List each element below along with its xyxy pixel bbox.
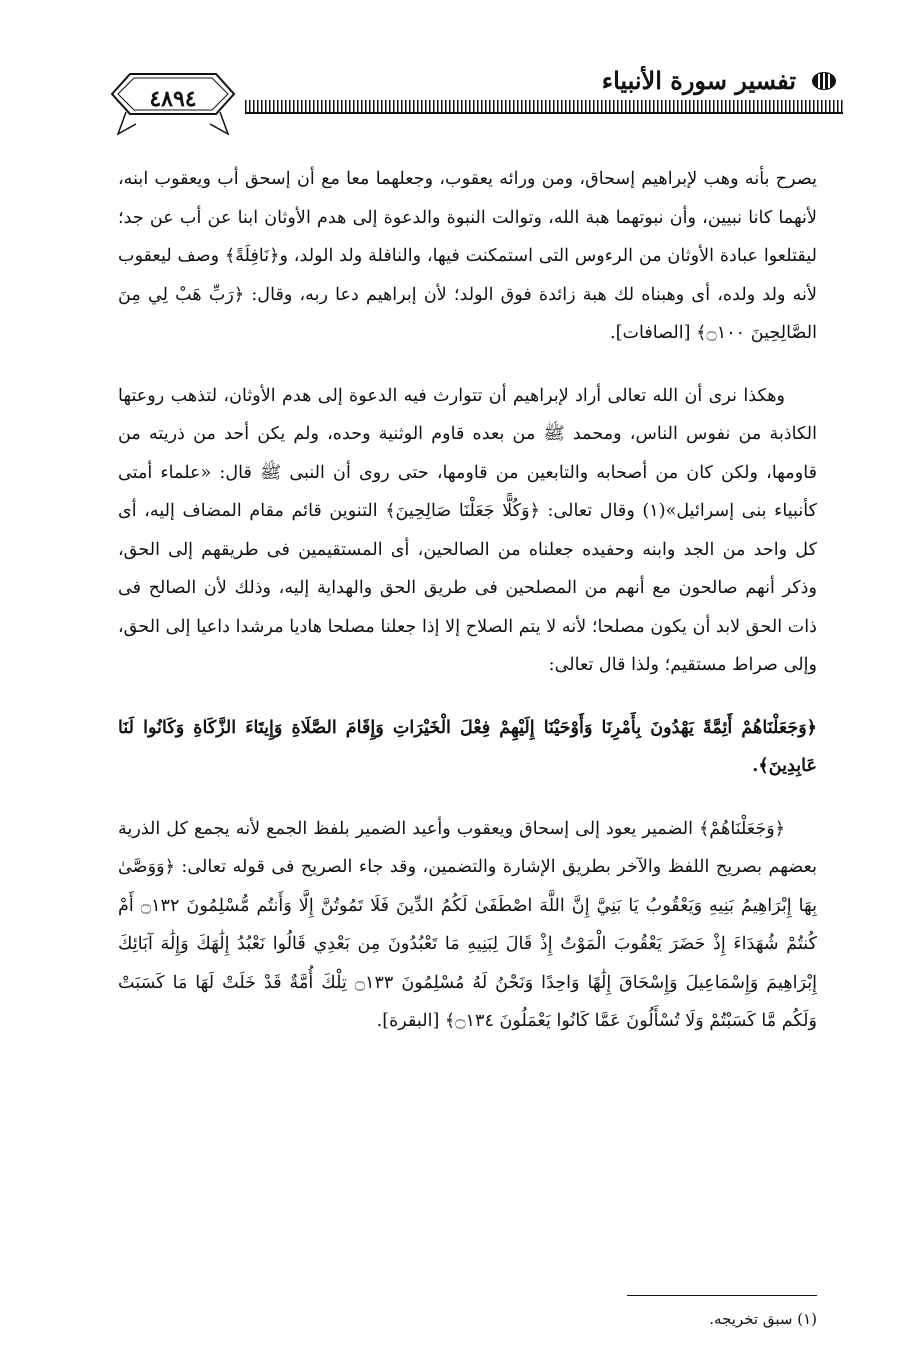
- quran-verse-block: ﴿وَجَعَلْنَاهُمْ أَئِمَّةً يَهْدُونَ بِأَمْرِنَا وَأَوْحَيْنَا إِلَيْهِمْ فِعْلَ الْخَيْرَاتِ وَإِقَامَ الصَّلَاةِ وَإِيتَاءَ الزَّكَاةِ وَكَانُوا لَنَا عَابِدِينَ﴾.: [118, 716, 817, 776]
- header-ornament-icon: [809, 70, 839, 92]
- running-header-title: تفسير سورة الأنبياء: [601, 66, 796, 95]
- paragraph-2: وهكذا نرى أن الله تعالى أراد لإبراهيم أن تتوارث فيه الدعوة إلى هدم الأوثان، لتذهب روعتها الكاذبة من نفوس الناس، ومحمد ﷺ من بعده قاوم الوثنية وحده، ولم يكن أحد من ذريته من قاومها، ولكن كان من أصحابه والتابعين من قاومها، حتى روى أن النبى ﷺ قال: «علماء أمتى كأنبياء بنى إسرائيل»(١) وقال تعالى: ﴿وَكُلًّا جَعَلْنَا صَالِحِينَ﴾ التنوين قائم مقام المضاف إليه، أى كل واحد من الجد وابنه وحفيده جعلناه من الصالحين، أى المستقيمين فى طريقهم إلى الحق، وذكر أنهم صالحون مع أنهم من المصلحين فى طريق الحق والهداية إليه، وذلك لأن الصالح فى ذات الحق لابد أن يكون مصلحا؛ لأنه لا يتم الصلاح إلا إذا جعلنا مصلحا هاديا مرشدا داعيا إلى الحق، وإلى صراط مستقيم؛ ولذا قال تعالى:: [118, 385, 817, 675]
- body-text: [118, 160, 817, 1041]
- footnote-rule: [627, 1295, 817, 1296]
- footnote: (١) سبق تخريجه.: [709, 1310, 817, 1328]
- page-number: ٤٨٩٤: [149, 86, 197, 112]
- paragraph-1: يصرح بأنه وهب لإبراهيم إسحاق، ومن ورائه يعقوب، وجعلهما معا مع أن إسحق أب ويعقوب ابنه، لأنهما كانا نبيين، وأن نبوتهما هبة الله، وتوالت النبوة والدعوة إلى هدم الأوثان ابنا عن أب عن جد؛ ليقتلعوا عبادة الأوثان من الرءوس التى استمكنت فيها، والنافلة ولد الولد، و﴿نَافِلَةً﴾ وصف ليعقوب لأنه ولد ولده، أى وهبناه لك هبة زائدة فوق الولد؛ لأن إبراهيم دعا ربه، وقال: ﴿رَبِّ هَبْ لِي مِنَ الصَّالِحِينَ ۝١٠٠﴾ [الصافات].: [118, 169, 817, 343]
- paragraph-3: ﴿وَجَعَلْنَاهُمْ﴾ الضمير يعود إلى إسحاق ويعقوب وأعيد الضمير بلفظ الجمع لأنه يجمع كل الذرية بعضهم بصريح اللفظ والآخر بطريق الإشارة والتضمين، وقد جاء الصريح فى قوله تعالى: ﴿وَوَصَّىٰ بِهَا إِبْرَاهِيمُ بَنِيهِ وَيَعْقُوبُ يَا بَنِيَّ إِنَّ اللَّهَ اصْطَفَىٰ لَكُمُ الدِّينَ فَلَا تَمُوتُنَّ إِلَّا وَأَنتُم مُّسْلِمُونَ ۝١٣٢ أَمْ كُنتُمْ شُهَدَاءَ إِذْ حَضَرَ يَعْقُوبَ الْمَوْتُ إِذْ قَالَ لِبَنِيهِ مَا تَعْبُدُونَ مِن بَعْدِي قَالُوا نَعْبُدُ إِلَٰهَكَ وَإِلَٰهَ آبَائِكَ إِبْرَاهِيمَ وَإِسْمَاعِيلَ وَإِسْحَاقَ إِلَٰهًا وَاحِدًا وَنَحْنُ لَهُ مُسْلِمُونَ ۝١٣٣ تِلْكَ أُمَّةٌ قَدْ خَلَتْ لَهَا مَا كَسَبَتْ وَلَكُم مَّا كَسَبْتُمْ وَلَا تُسْأَلُونَ عَمَّا كَانُوا يَعْمَلُونَ ۝١٣٤﴾ [البقرة].: [118, 818, 817, 1031]
- header-rule: [245, 100, 843, 114]
